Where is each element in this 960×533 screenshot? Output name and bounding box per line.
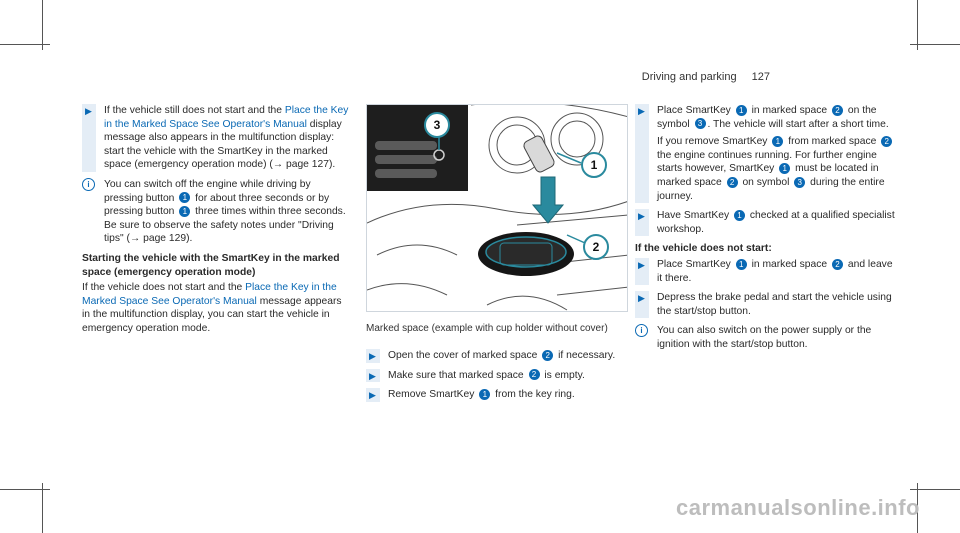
arrow-right-icon: ▶	[638, 211, 645, 222]
message-link[interactable]: Place the Key in the Marked Space See Operator's Manual	[104, 105, 349, 130]
callout-badge: 2	[529, 369, 540, 380]
callout-3: 3	[424, 112, 450, 138]
callout-badge: 1	[779, 163, 790, 174]
arrow-right-icon: ▶	[638, 293, 645, 304]
callout-badge: 2	[832, 105, 843, 116]
running-header	[642, 71, 770, 83]
callout-badge: 2	[542, 350, 553, 361]
callout-badge: 2	[881, 136, 892, 147]
watermark: carmanualsonline.info	[676, 495, 920, 520]
callout-badge: 1	[736, 259, 747, 270]
crop-mark	[42, 0, 43, 50]
instruction-step: ▶ Make sure that marked space 2 is empty.	[366, 369, 628, 383]
callout-badge: 1	[179, 192, 190, 203]
arrow-right-icon: ▶	[638, 259, 645, 270]
info-note: i You can switch off the engine while driving by pressing button 1 for about three seconds or by pressing button 1 three times within three seconds. Be sure to observe the safety notes under "Driving tips" (→ page 129).	[82, 178, 352, 246]
instruction-step: ▶ Open the cover of marked space 2 if necessary.	[366, 349, 628, 363]
callout-2: 2	[583, 234, 609, 260]
message-link[interactable]: Place the Key in the Marked Space See Operator's Manual	[82, 282, 337, 307]
column-middle	[366, 322, 628, 408]
page-number: 127	[751, 71, 770, 83]
crop-mark	[917, 0, 918, 50]
crop-mark	[42, 483, 43, 533]
callout-badge: 2	[727, 177, 738, 188]
column-left	[82, 104, 352, 342]
callout-badge: 2	[832, 259, 843, 270]
callout-1: 1	[581, 152, 607, 178]
callout-badge: 1	[734, 210, 745, 221]
callout-badge: 1	[479, 389, 490, 400]
header-title: Driving and parking	[641, 71, 737, 83]
callout-badge: 1	[179, 206, 190, 217]
instruction-step: ▶ Have SmartKey 1 checked at a qualified specialist workshop.	[635, 209, 897, 236]
crop-mark	[0, 489, 50, 490]
column-right	[635, 104, 897, 358]
arrow-right-icon: ▶	[85, 106, 92, 116]
instruction-step: ▶ Place SmartKey 1 in marked space 2 on the symbol 3 . The vehicle will start after a short time. If you remove SmartKey 1 from marked space 2 the engine continues running. For further engine starts however, SmartKey 1 must be located in marked space 2 on symbol 3 during the entire journey.	[635, 104, 897, 203]
paragraph: If the vehicle does not start and the Place the Key in the Marked Space See Operator's Manual message appears in the multifunction display, you can start the vehicle in emergency operation mode.	[82, 282, 342, 334]
callout-badge: 3	[794, 177, 805, 188]
crop-mark	[910, 489, 960, 490]
callout-badge: 1	[772, 136, 783, 147]
section-heading: Starting the vehicle with the SmartKey in the marked space (emergency operation mode)	[82, 252, 340, 278]
callout-badge: 3	[695, 118, 706, 129]
arrow-right-icon: ▶	[369, 390, 376, 401]
marked-space-illustration	[366, 104, 628, 312]
instruction-step: ▶ If the vehicle still does not start and the Place the Key in the Marked Space See Operator's Manual display message also appears in the multifunction display: start the vehicle with the SmartKey in the marked space (emergency operation mode) (→ page 127).	[82, 104, 352, 172]
info-icon: i	[635, 324, 648, 337]
arrow-right-icon: ▶	[369, 351, 376, 361]
section-heading: If the vehicle does not start:	[635, 243, 772, 255]
symbol-inset	[367, 105, 468, 191]
figure-caption: Marked space (example with cup holder without cover)	[366, 323, 608, 334]
instruction-step: ▶ Depress the brake pedal and start the vehicle using the start/stop button.	[635, 291, 897, 318]
info-note: i You can also switch on the power supply or the ignition with the start/stop button.	[635, 324, 897, 351]
crop-mark	[0, 44, 50, 45]
arrow-right-icon: ▶	[638, 106, 645, 116]
callout-badge: 1	[736, 105, 747, 116]
info-icon: i	[82, 178, 95, 191]
arrow-right-icon: ▶	[369, 370, 376, 381]
instruction-step: ▶ Place SmartKey 1 in marked space 2 and leave it there.	[635, 258, 897, 285]
crop-mark	[910, 44, 960, 45]
instruction-step: ▶ Remove SmartKey 1 from the key ring.	[366, 388, 628, 402]
